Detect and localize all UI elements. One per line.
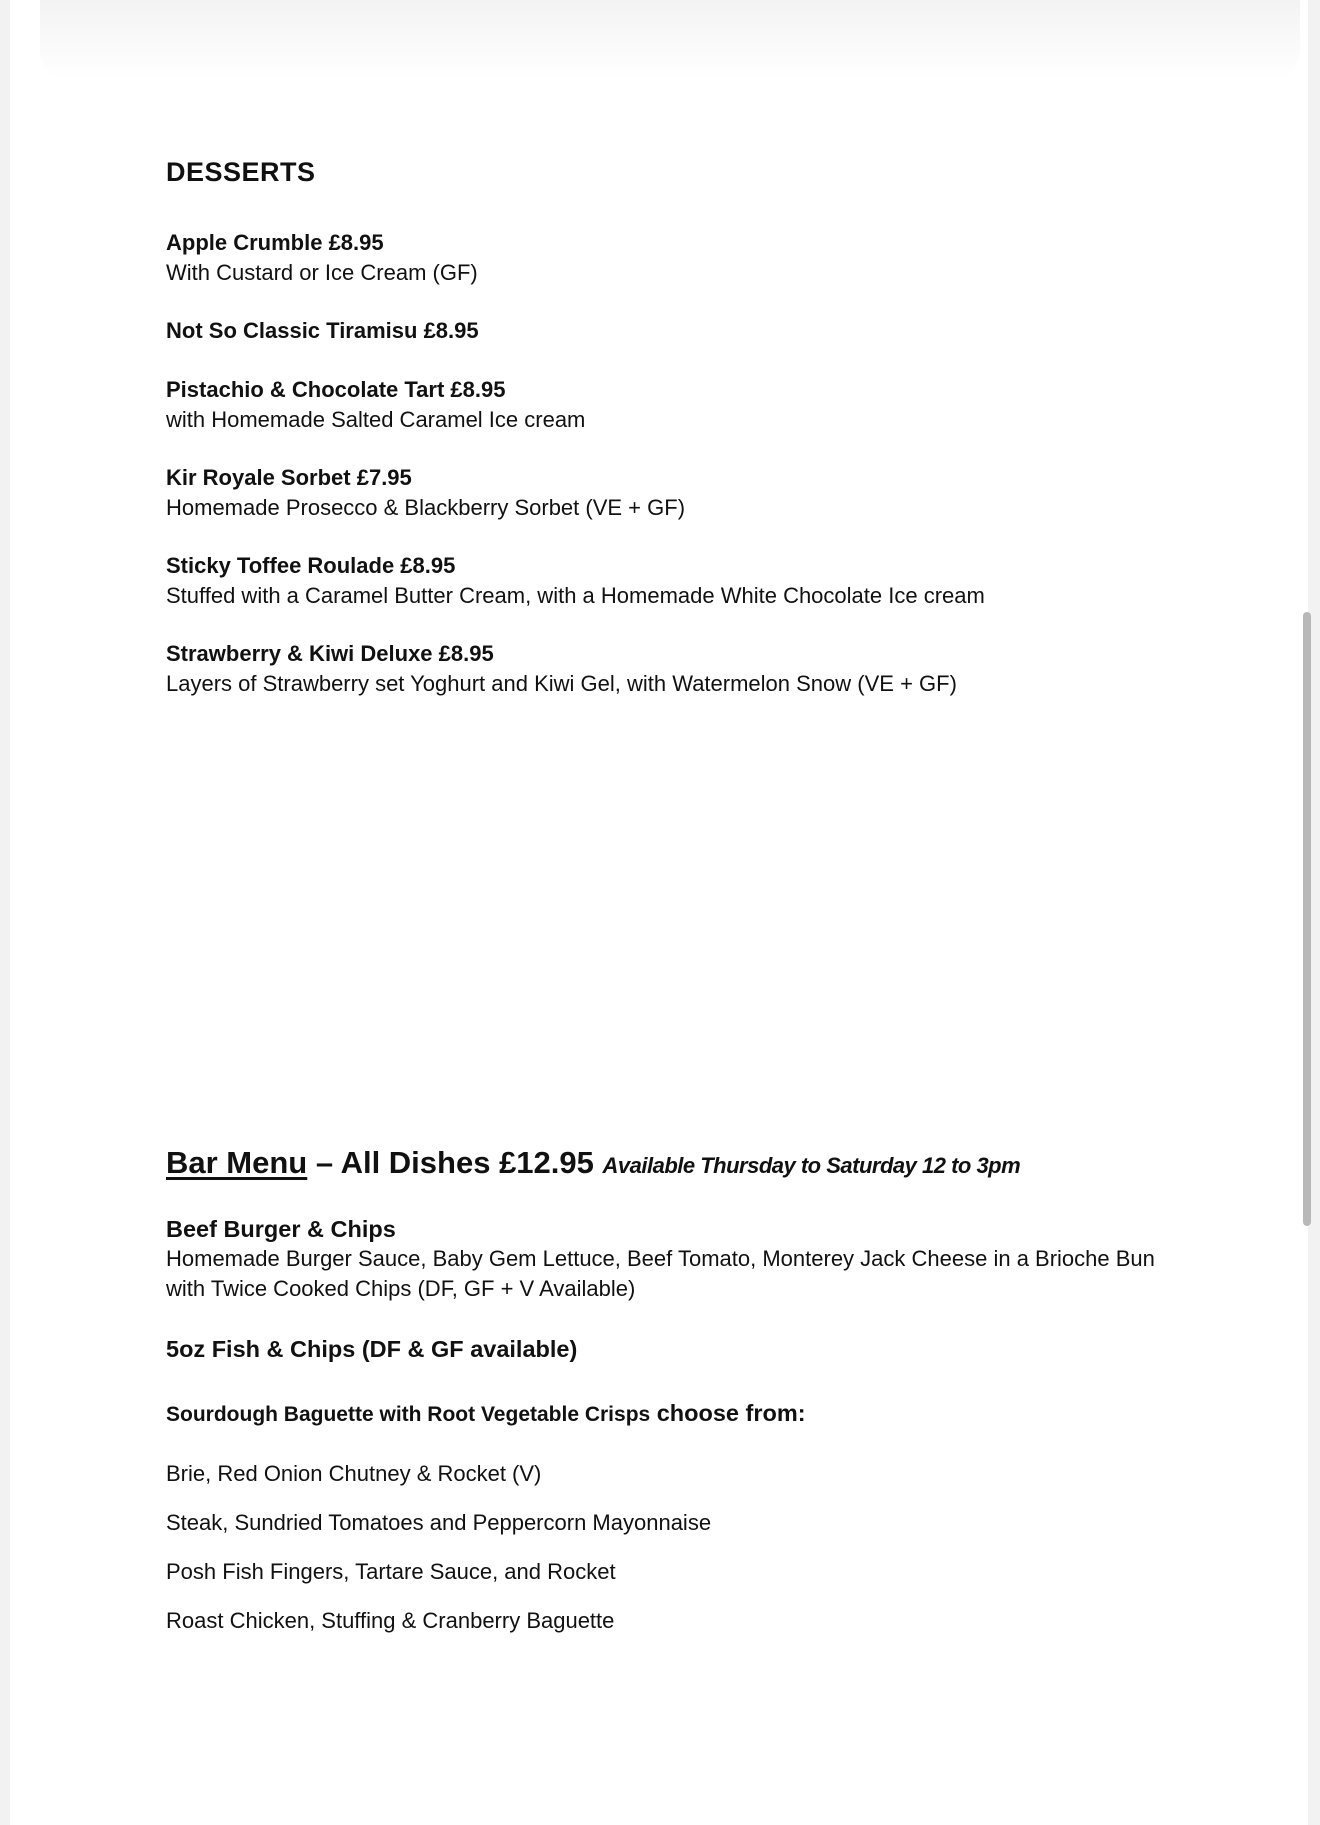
dessert-name: Strawberry & Kiwi Deluxe £8.95 [166,641,494,666]
bar-item-name: 5oz Fish & Chips (DF & GF available) [166,1336,578,1362]
dessert-item [166,551,985,611]
bar-item [166,1334,577,1364]
dessert-description: Stuffed with a Caramel Butter Cream, with a Homemade White Chocolate Ice cream [166,583,985,608]
dessert-item [166,463,685,523]
desserts-heading: DESSERTS [166,157,316,187]
dessert-description: with Homemade Salted Caramel Ice cream [166,407,586,432]
bar-item-description: with Twice Cooked Chips (DF, GF + V Available) [166,1276,636,1301]
baguette-filling: Posh Fish Fingers, Tartare Sauce, and Rocket [166,1559,616,1584]
baguette-filling: Roast Chicken, Stuffing & Cranberry Baguette [166,1608,615,1633]
baguette-filling: Steak, Sundried Tomatoes and Peppercorn Mayonnaise [166,1510,712,1535]
baguette-filling: Brie, Red Onion Chutney & Rocket (V) [166,1461,542,1486]
dessert-description: Layers of Strawberry set Yoghurt and Kiwi Gel, with Watermelon Snow (VE + GF) [166,671,957,696]
baguette-heading [166,1400,806,1427]
page-top-shadow [40,0,1300,80]
baguette-choose: choose from: [650,1400,806,1426]
dessert-name: Apple Crumble £8.95 [166,230,384,255]
dessert-name: Sticky Toffee Roulade £8.95 [166,553,456,578]
dessert-name: Kir Royale Sorbet £7.95 [166,465,412,490]
bar-menu-title: Bar Menu [166,1145,308,1180]
bar-item-name: Beef Burger & Chips [166,1216,396,1242]
bar-menu-heading [166,1145,1020,1181]
dessert-item [166,228,478,288]
vertical-scrollbar[interactable] [1303,612,1311,1226]
dessert-description: Homemade Prosecco & Blackberry Sorbet (VE + GF) [166,495,686,520]
dessert-item [166,375,585,435]
bar-menu-price: – All Dishes £12.95 [307,1145,603,1180]
dessert-name: Pistachio & Chocolate Tart £8.95 [166,377,506,402]
dessert-item [166,316,479,346]
dessert-description: With Custard or Ice Cream (GF) [166,260,478,285]
bar-item-description: Homemade Burger Sauce, Baby Gem Lettuce, Beef Tomato, Monterey Jack Cheese in a Brioche Bun [166,1246,1155,1271]
bar-menu-availability: Available Thursday to Saturday 12 to 3pm [602,1153,1021,1178]
bar-item [166,1214,1155,1304]
dessert-item [166,639,957,699]
baguette-title: Sourdough Baguette with Root Vegetable Crisps [166,1403,651,1426]
dessert-name: Not So Classic Tiramisu £8.95 [166,318,479,343]
